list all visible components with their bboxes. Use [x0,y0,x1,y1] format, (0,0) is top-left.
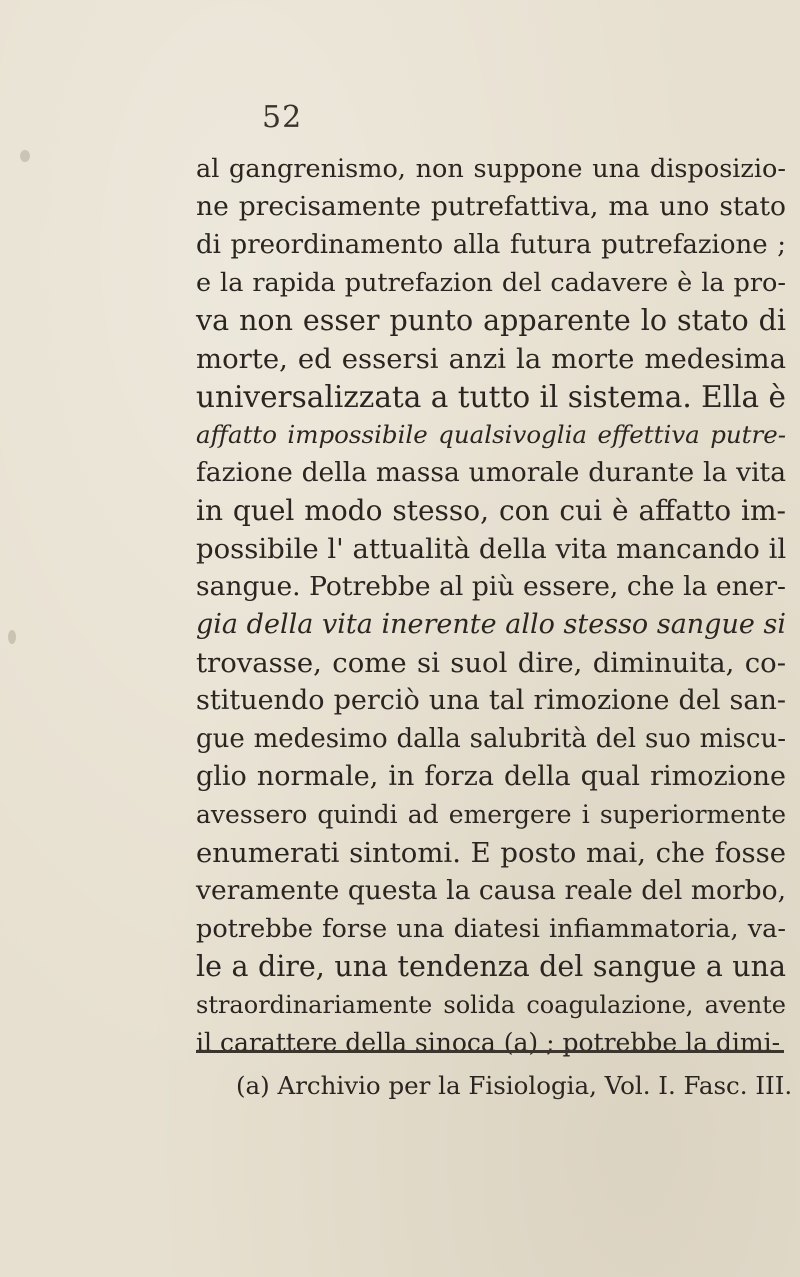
footnote-divider [196,1050,784,1053]
text-line: trovasse, come si suol dire, diminuita, co- [196,647,786,679]
text-line: sangue. Potrebbe al più essere, che la ener- [196,571,786,602]
text-line: morte, ed essersi anzi la morte medesima [196,343,786,375]
text-line: potrebbe forse una diatesi infiammatoria, va- [196,914,786,944]
text-line: veramente questa la causa reale del morbo, [196,875,786,906]
page-number: 52 [262,100,303,135]
paper-stain [8,630,16,644]
text-line: straordinariamente solida coagulazione, avente [196,991,786,1019]
paper-stain [20,150,30,162]
text-line: in quel modo stesso, con cui è affatto im- [196,494,786,527]
text-line: di preordinamento alla futura putrefazione ; [196,230,786,260]
footnote: (a) Archivio per la Fisiologia, Vol. I. Fasc. III. [236,1071,793,1100]
text-line: va non esser punto apparente lo stato di [196,304,786,337]
text-line: al gangrenismo, non suppone una disposizio- [196,154,786,184]
text-line: possibile l' attualità della vita mancando il [196,533,787,565]
text-line: ne precisamente putrefattiva, ma uno stato [196,191,786,222]
text-line: universalizzata a tutto il sistema. Ella è [196,380,786,414]
text-line: gue medesimo dalla salubrità del suo miscu- [196,724,786,754]
text-line: stituendo perciò una tal rimozione del san- [196,685,786,716]
text-line: enumerati sintomi. E posto mai, che fosse [196,837,786,869]
text-line: e la rapida putrefazion del cadavere è la pro- [196,268,786,298]
text-line: gia della vita inerente allo stesso sangue si [196,609,786,640]
text-line: affatto impossibile qualsivoglia effettiva putre- [196,420,786,449]
text-line: avessero quindi ad emergere i superiormente [196,800,786,829]
text-line: fazione della massa umorale durante la vita [196,457,786,488]
text-line: il carattere della sinoca (a) ; potrebbe la dimi- [196,1028,781,1057]
text-line: le a dire, una tendenza del sangue a una [196,950,786,983]
text-line: glio normale, in forza della qual rimozione [196,761,786,792]
